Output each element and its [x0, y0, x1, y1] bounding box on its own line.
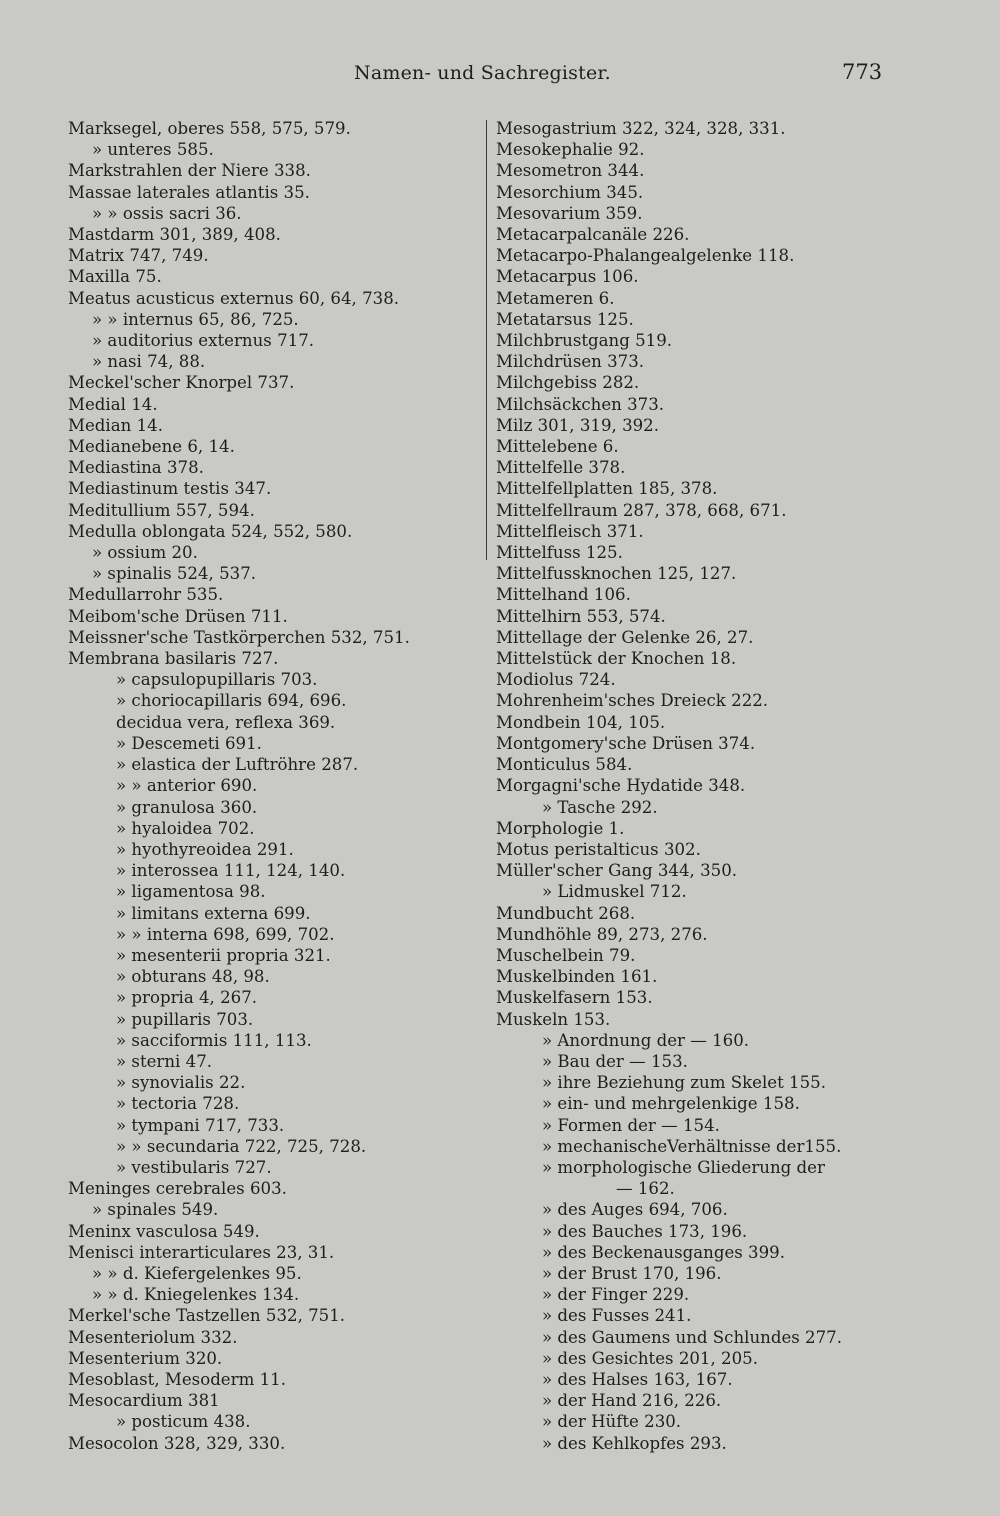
index-entry: Merkel'sche Tastzellen 532, 751.	[68, 1306, 346, 1326]
running-head: Namen- und Sachregister.	[354, 62, 611, 84]
index-entry: Mondbein 104, 105.	[496, 712, 666, 732]
index-entry: Mittelhand 106.	[496, 585, 631, 605]
index-entry: Membrana basilaris 727.	[68, 649, 279, 669]
index-entry: Mesorchium 345.	[496, 182, 644, 202]
index-entry: Morgagni'sche Hydatide 348.	[496, 776, 746, 796]
index-entry: » der Finger 229.	[542, 1285, 690, 1305]
index-entry: » nasi 74, 88.	[92, 352, 206, 372]
index-entry: » Lidmuskel 712.	[542, 882, 687, 902]
index-entry: Mohrenheim'sches Dreieck 222.	[496, 691, 769, 711]
index-entry: » Tasche 292.	[542, 797, 658, 817]
index-entry: Mesokephalie 92.	[496, 140, 645, 160]
column-divider	[486, 120, 487, 560]
index-entry: Mundbucht 268.	[496, 903, 636, 923]
index-column-left	[68, 118, 488, 1454]
index-entry: Milchgebiss 282.	[496, 373, 640, 393]
index-entry: Monticulus 584.	[496, 755, 633, 775]
index-entry: Mesenterium 320.	[68, 1348, 223, 1368]
index-entry: » des Gesichtes 201, 205.	[542, 1348, 758, 1368]
index-entry: Mesoblast, Mesoderm 11.	[68, 1369, 286, 1389]
index-entry: » Bau der — 153.	[542, 1051, 688, 1071]
index-entry: Medianebene 6, 14.	[68, 437, 235, 457]
index-entry: » tectoria 728.	[116, 1094, 240, 1114]
index-entry: Meditullium 557, 594.	[68, 500, 255, 520]
index-entry: Metameren 6.	[496, 288, 615, 308]
index-entry: Muschelbein 79.	[496, 945, 636, 965]
index-entry: Mesogastrium 322, 324, 328, 331.	[496, 119, 786, 138]
index-entry: Mittelebene 6.	[496, 437, 619, 457]
index-entry: Muskelbinden 161.	[496, 967, 658, 987]
index-entry: » mechanischeVerhältnisse der155.	[542, 1136, 842, 1156]
index-entry: Meckel'scher Knorpel 737.	[68, 373, 295, 393]
index-entry: Milchbrustgang 519.	[496, 331, 673, 351]
index-entry: Mesenteriolum 332.	[68, 1327, 238, 1347]
index-entry: » » d. Kiefergelenkes 95.	[92, 1263, 302, 1283]
index-entry: » mesenterii propria 321.	[116, 945, 331, 965]
index-entry: » des Beckenausganges 399.	[542, 1242, 786, 1262]
index-entry: » pupillaris 703.	[116, 1009, 254, 1029]
index-entry: Meatus acusticus externus 60, 64, 738.	[68, 288, 400, 308]
index-entry: Meissner'sche Tastkörperchen 532, 751.	[68, 627, 410, 647]
index-entry: » elastica der Luftröhre 287.	[116, 755, 359, 775]
index-entry: Mesometron 344.	[496, 161, 645, 181]
index-entry: » des Fusses 241.	[542, 1306, 692, 1326]
index-entry: » propria 4, 267.	[116, 988, 258, 1008]
index-entry: » des Gaumens und Schlundes 277.	[542, 1327, 843, 1347]
index-entry: Morphologie 1.	[496, 818, 625, 838]
index-entry: » » ossis sacri 36.	[92, 203, 242, 223]
index-entry: Metacarpalcanäle 226.	[496, 225, 690, 245]
index-entry: Mittelfellplatten 185, 378.	[496, 479, 718, 499]
index-entry: Markstrahlen der Niere 338.	[68, 161, 311, 181]
index-entry: » choriocapillaris 694, 696.	[116, 691, 347, 711]
index-entry: » des Bauches 173, 196.	[542, 1221, 748, 1241]
index-entry: » des Auges 694, 706.	[542, 1200, 728, 1220]
index-entry: » interossea 111, 124, 140.	[116, 861, 346, 881]
index-entry: Mediastinum testis 347.	[68, 479, 272, 499]
index-entry: » unteres 585.	[92, 140, 214, 160]
index-entry: Mittelfelle 378.	[496, 458, 626, 478]
index-entry: » capsulopupillaris 703.	[116, 670, 318, 690]
index-entry: » ein- und mehrgelenkige 158.	[542, 1094, 800, 1114]
index-entry: » hyaloidea 702.	[116, 818, 255, 838]
index-entry: Marksegel, oberes 558, 575, 579.	[68, 119, 351, 138]
index-entry: » Formen der — 154.	[542, 1115, 720, 1135]
index-entry: Medial 14.	[68, 394, 158, 414]
index-entry: Milchdrüsen 373.	[496, 352, 645, 372]
index-column-right	[496, 118, 926, 1454]
index-entry: » » interna 698, 699, 702.	[116, 924, 335, 944]
index-entry: Meninx vasculosa 549.	[68, 1221, 260, 1241]
index-entry: » obturans 48, 98.	[116, 967, 270, 987]
index-entry: Milchsäckchen 373.	[496, 394, 665, 414]
index-entry: Mittelfussknochen 125, 127.	[496, 564, 737, 584]
index-entry: Muskeln 153.	[496, 1009, 611, 1029]
index-entry: Mittelhirn 553, 574.	[496, 606, 666, 626]
index-entry: — 162.	[616, 1179, 675, 1199]
index-entry: Modiolus 724.	[496, 670, 616, 690]
index-entry: Metacarpus 106.	[496, 267, 639, 287]
index-entry: Mastdarm 301, 389, 408.	[68, 225, 281, 245]
index-entry: Milz 301, 319, 392.	[496, 415, 660, 435]
index-entry: » Anordnung der — 160.	[542, 1030, 750, 1050]
index-entry: Motus peristalticus 302.	[496, 839, 701, 859]
index-entry: Metatarsus 125.	[496, 309, 634, 329]
index-entry: Mundhöhle 89, 273, 276.	[496, 924, 708, 944]
index-entry: » » anterior 690.	[116, 776, 258, 796]
index-entry: Mesocolon 328, 329, 330.	[68, 1433, 286, 1453]
index-entry: Mittelfellraum 287, 378, 668, 671.	[496, 500, 787, 520]
index-entry: Medulla oblongata 524, 552, 580.	[68, 521, 353, 541]
index-entry: » der Brust 170, 196.	[542, 1263, 722, 1283]
index-entry: » vestibularis 727.	[116, 1157, 272, 1177]
index-entry: Müller'scher Gang 344, 350.	[496, 861, 738, 881]
index-entry: » tympani 717, 733.	[116, 1115, 285, 1135]
index-entry: Montgomery'sche Drüsen 374.	[496, 733, 756, 753]
index-entry: » des Halses 163, 167.	[542, 1369, 733, 1389]
index-entry: » granulosa 360.	[116, 797, 258, 817]
index-entry: Meninges cerebrales 603.	[68, 1179, 287, 1199]
index-entry: Metacarpo-Phalangealgelenke 118.	[496, 246, 795, 266]
index-entry: Medullarrohr 535.	[68, 585, 224, 605]
index-entry: Meibom'sche Drüsen 711.	[68, 606, 288, 626]
index-entry: Mittellage der Gelenke 26, 27.	[496, 627, 754, 647]
index-entry: » spinales 549.	[92, 1200, 219, 1220]
index-entry: » » secundaria 722, 725, 728.	[116, 1136, 367, 1156]
index-entry: Median 14.	[68, 415, 163, 435]
index-entry: » der Hand 216, 226.	[542, 1391, 722, 1411]
index-entry: » posticum 438.	[116, 1412, 251, 1432]
index-entry: Mittelfuss 125.	[496, 543, 623, 563]
index-entry: Mittelfleisch 371.	[496, 521, 644, 541]
index-entry: » ihre Beziehung zum Skelet 155.	[542, 1073, 826, 1093]
index-entry: » der Hüfte 230.	[542, 1412, 682, 1432]
index-entry: » » internus 65, 86, 725.	[92, 309, 299, 329]
index-entry: » ligamentosa 98.	[116, 882, 266, 902]
index-entry: » hyothyreoidea 291.	[116, 839, 294, 859]
index-entry: » des Kehlkopfes 293.	[542, 1433, 727, 1453]
index-entry: » synovialis 22.	[116, 1073, 246, 1093]
index-entry: decidua vera, reflexa 369.	[116, 712, 336, 732]
index-entry: » Descemeti 691.	[116, 733, 262, 753]
index-entry: Mediastina 378.	[68, 458, 204, 478]
index-entry: Menisci interarticulares 23, 31.	[68, 1242, 335, 1262]
index-entry: Maxilla 75.	[68, 267, 162, 287]
index-entry: » sacciformis 111, 113.	[116, 1030, 312, 1050]
index-entry: » limitans externa 699.	[116, 903, 311, 923]
index-entry: Matrix 747, 749.	[68, 246, 209, 266]
page-number: 773	[842, 60, 883, 84]
index-entry: Muskelfasern 153.	[496, 988, 653, 1008]
index-entry: » ossium 20.	[92, 543, 198, 563]
index-entry: » spinalis 524, 537.	[92, 564, 257, 584]
index-entry: » morphologische Gliederung der	[542, 1157, 825, 1177]
index-entry: Mesovarium 359.	[496, 203, 643, 223]
index-entry: » » d. Kniegelenkes 134.	[92, 1285, 300, 1305]
index-entry: » sterni 47.	[116, 1051, 213, 1071]
index-entry: Massae laterales atlantis 35.	[68, 182, 310, 202]
index-entry: Mittelstück der Knochen 18.	[496, 649, 737, 669]
index-entry: » auditorius externus 717.	[92, 331, 315, 351]
index-entry: Mesocardium 381	[68, 1391, 220, 1411]
